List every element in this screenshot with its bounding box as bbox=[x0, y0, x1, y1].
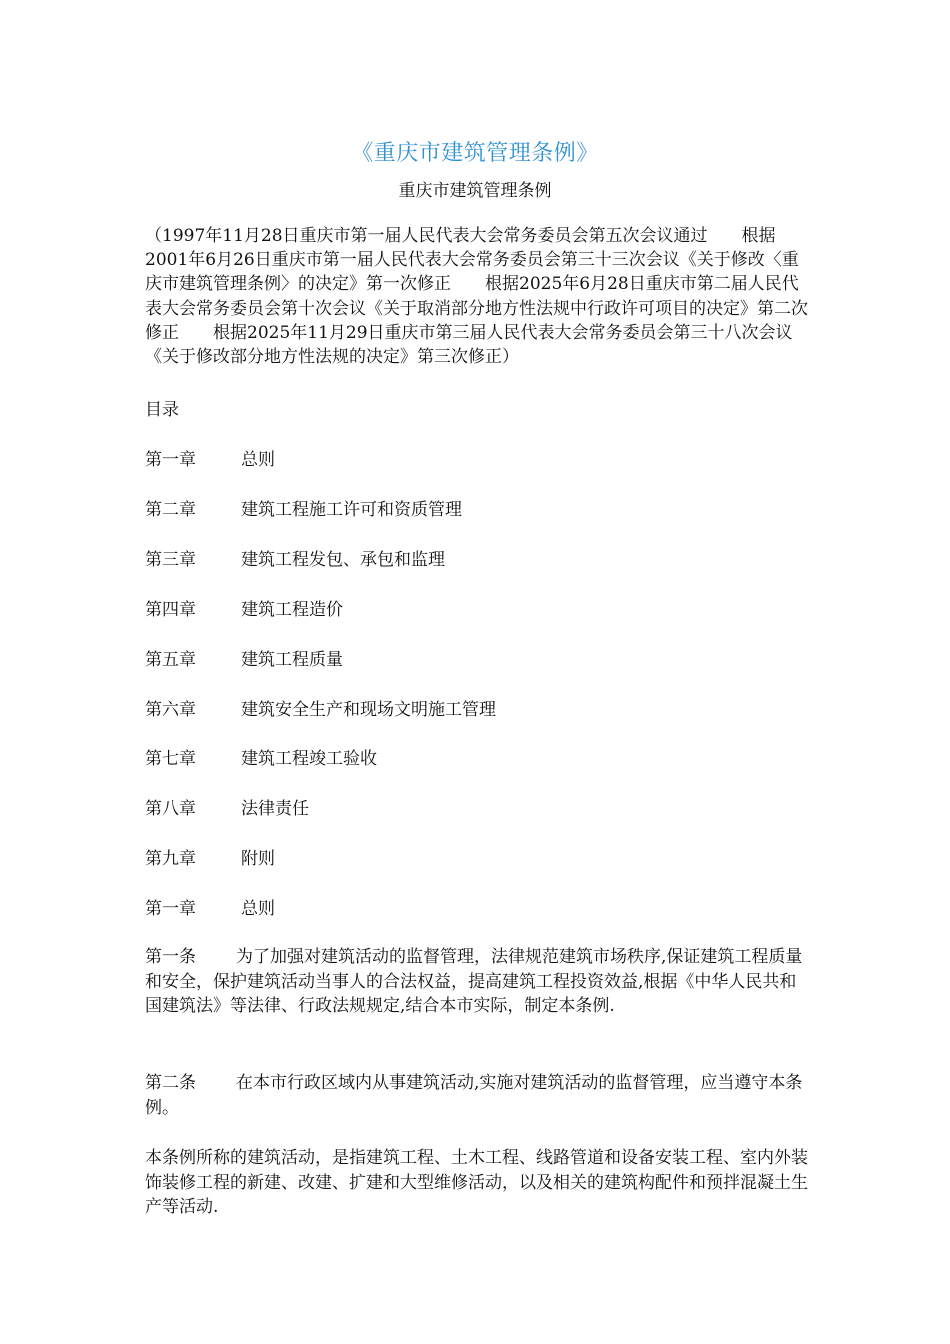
toc-chapter-title: 建筑安全生产和现场文明施工管理 bbox=[241, 700, 496, 720]
article-text: 在本市行政区域内从事建筑活动,实施对建筑活动的监督管理，应当遵守本条例。 bbox=[145, 1073, 803, 1118]
toc-chapter-title: 建筑工程造价 bbox=[241, 600, 343, 620]
toc-chapter-title: 建筑工程质量 bbox=[241, 650, 343, 670]
document-title: 《重庆市建筑管理条例》 bbox=[351, 141, 599, 166]
document-subtitle: 重庆市建筑管理条例 bbox=[398, 181, 552, 201]
toc-item bbox=[145, 847, 275, 871]
chapter-heading bbox=[145, 897, 275, 921]
toc-chapter-title: 附则 bbox=[241, 849, 275, 869]
toc-chapter-number: 第六章 bbox=[145, 700, 196, 720]
toc-item bbox=[145, 648, 343, 672]
toc-item bbox=[145, 747, 377, 771]
article-paragraph bbox=[145, 945, 810, 1019]
toc-item bbox=[145, 598, 343, 622]
toc-label: 目录 bbox=[145, 400, 179, 420]
toc-chapter-title: 建筑工程施工许可和资质管理 bbox=[241, 500, 462, 520]
toc-chapter-number: 第二章 bbox=[145, 500, 196, 520]
article-number: 第二条 bbox=[145, 1073, 196, 1093]
toc-item bbox=[145, 498, 462, 522]
toc-chapter-number: 第三章 bbox=[145, 550, 196, 570]
chapter-title: 总则 bbox=[241, 899, 275, 919]
chapter-number: 第一章 bbox=[145, 899, 196, 919]
toc-item bbox=[145, 797, 309, 821]
article-paragraph: 本条例所称的建筑活动，是指建筑工程、土木工程、线路管道和设备安装工程、室内外装饰装修工程的新建、改建、扩建和大型维修活动，以及相关的建筑构配件和预拌混凝土生产等活动. bbox=[145, 1148, 808, 1218]
toc-chapter-number: 第四章 bbox=[145, 600, 196, 620]
preamble-text: （1997年11月28日重庆市第一届人民代表大会常务委员会第五次会议通过 根据2001年6月26日重庆市第一届人民代表大会常务委员会第三十三次会议《关于修改〈重庆市建筑管理条例〉的决定》第一次修正 根据2025年6月28日重庆市第二届人民代表大会常务委员会第十次会议《关于取消部分地方性法规中行政许可项目的决定》第二次修正 根据2025年11月29日重庆市第三届人民代表大会常务委员会第三十八次会议《关于修改部分地方性法规的决定》第三次修正） bbox=[145, 226, 808, 368]
article-number: 第一条 bbox=[145, 947, 196, 967]
toc-chapter-number: 第一章 bbox=[145, 450, 196, 470]
toc-chapter-title: 法律责任 bbox=[241, 799, 309, 819]
toc-chapter-number: 第五章 bbox=[145, 650, 196, 670]
article-text: 为了加强对建筑活动的监督管理，法律规范建筑市场秩序,保证建筑工程质量和安全，保护建筑活动当事人的合法权益，提高建筑工程投资效益,根据《中华人民共和国建筑法》等法律、行政法规规定,结合本市实际，制定本条例. bbox=[145, 947, 803, 1017]
toc-chapter-title: 建筑工程竣工验收 bbox=[241, 749, 377, 769]
article-paragraph bbox=[145, 1071, 810, 1120]
toc-chapter-number: 第八章 bbox=[145, 799, 196, 819]
toc-chapter-number: 第九章 bbox=[145, 849, 196, 869]
toc-chapter-title: 建筑工程发包、承包和监理 bbox=[241, 550, 445, 570]
toc-item bbox=[145, 448, 275, 472]
toc-item bbox=[145, 698, 496, 722]
toc-chapter-title: 总则 bbox=[241, 450, 275, 470]
toc-item bbox=[145, 548, 445, 572]
toc-chapter-number: 第七章 bbox=[145, 749, 196, 769]
